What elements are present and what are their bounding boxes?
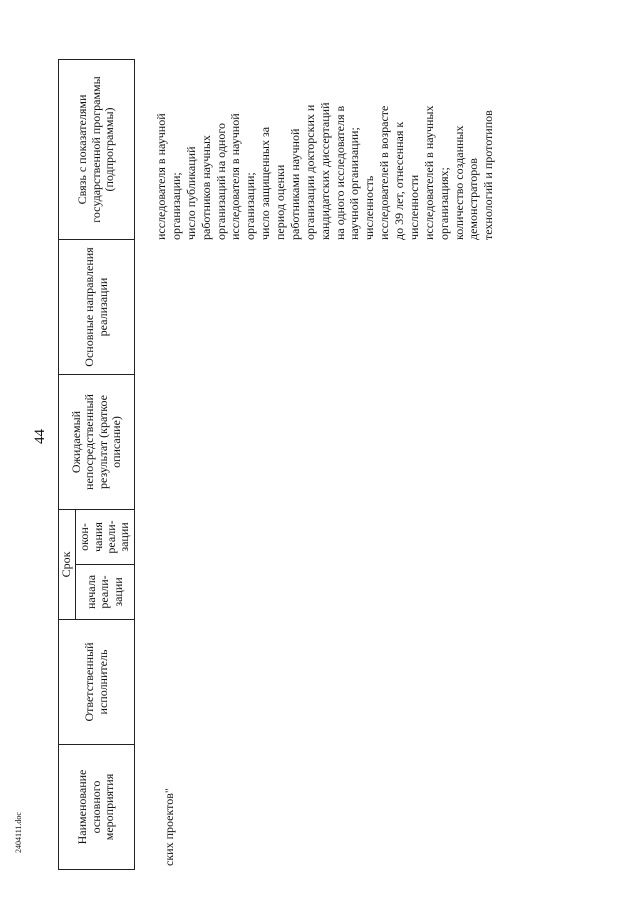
header-term: Срок xyxy=(59,510,76,620)
header-link: Связь с показателями государственной программы (подпрограммы) xyxy=(59,60,135,240)
indicator-line: на одного исследователя в xyxy=(332,105,347,240)
indicator-line: организации; xyxy=(168,172,183,240)
header-result: Ожидаемый непосредственный результат (краткое описание) xyxy=(59,375,135,510)
row-measure-name: ских проектов" xyxy=(162,788,176,866)
header-name: Наименование основного мероприятия xyxy=(59,745,135,870)
indicator-line: численность xyxy=(362,175,377,240)
indicator-line: научной организации; xyxy=(347,127,362,240)
indicator-line: организаций на одного xyxy=(213,123,228,240)
indicator-line: технологий и прототипов xyxy=(481,110,496,240)
indicator-line: организации; xyxy=(243,172,258,240)
indicator-line: число публикаций xyxy=(183,146,198,240)
page-number: 44 xyxy=(32,429,48,444)
document-filename: 2404111.doc xyxy=(14,812,23,853)
indicator-line: период оценки xyxy=(273,164,287,240)
row-indicators-list xyxy=(154,60,496,240)
indicator-line: число защищенных за xyxy=(258,126,273,240)
indicator-line: работников научных xyxy=(198,135,213,240)
header-end: окон-чания реали-зации xyxy=(76,510,135,565)
rotated-table-area xyxy=(58,60,538,870)
indicator-line: количество созданных xyxy=(451,125,466,240)
indicator-line: исследователей в возрасте xyxy=(377,105,392,240)
indicator-line: кандидатских диссертаций xyxy=(317,102,332,240)
indicator-line: численности xyxy=(406,174,421,240)
indicator-line: исследователей в научных xyxy=(421,105,436,240)
indicator-line: демонстраторов xyxy=(466,158,481,240)
indicator-line: до 39 лет, отнесенная к xyxy=(392,121,406,240)
header-start: начала реали-зации xyxy=(76,565,135,620)
measures-table xyxy=(58,59,135,870)
indicator-line: организации докторских и xyxy=(302,104,317,240)
header-directions: Основные направления реализации xyxy=(59,240,135,375)
header-executor: Ответственный исполнитель xyxy=(59,620,135,745)
indicator-line: организациях; xyxy=(436,167,451,240)
indicator-line: работниками научной xyxy=(287,128,302,240)
indicator-line: исследователя в научной xyxy=(228,113,243,240)
indicator-line: исследователя в научной xyxy=(154,113,168,240)
